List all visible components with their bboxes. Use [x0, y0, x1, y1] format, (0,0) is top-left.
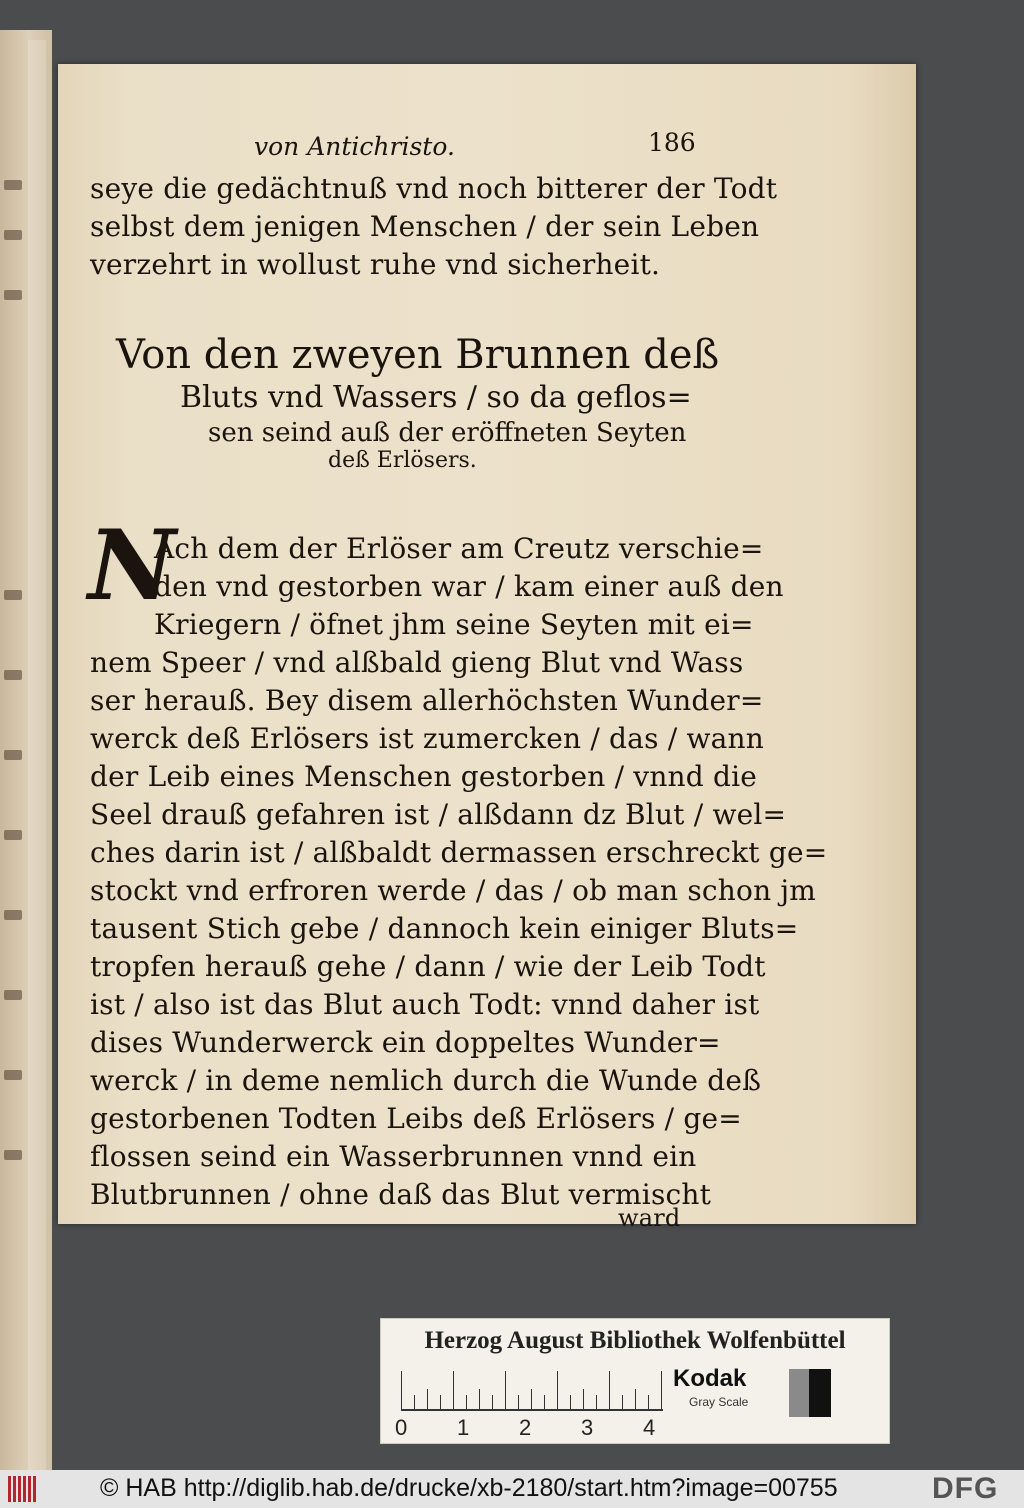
ruler-label: 4 — [643, 1415, 656, 1440]
black-swatch — [809, 1369, 831, 1417]
ruler-tick — [427, 1389, 428, 1409]
ruler-tick — [596, 1395, 597, 1409]
ruler-tick — [479, 1389, 480, 1409]
text-line: nem Speer / vnd alßbald gieng Blut vnd Wass — [90, 646, 744, 679]
prev-page-glyph — [4, 1150, 22, 1160]
ruler-tick — [453, 1371, 454, 1409]
text-line: Ach dem der Erlöser am Creutz verschie= — [154, 532, 764, 565]
prev-page-glyph — [4, 910, 22, 920]
text-line: gestorbenen Todten Leibs deß Erlösers / ge= — [90, 1102, 742, 1135]
prev-page-glyph — [4, 1070, 22, 1080]
text-line: tausent Stich gebe / dannoch kein einiger Bluts= — [90, 912, 799, 945]
color-calibration-card — [380, 1318, 890, 1444]
book-page — [58, 64, 916, 1232]
catchword: ward — [618, 1204, 681, 1232]
footer-bar — [0, 1470, 1024, 1508]
text-line: flossen seind ein Wasserbrunnen vnnd ein — [90, 1140, 697, 1173]
text-line: seye die gedächtnuß vnd noch bitterer der Todt — [90, 172, 778, 205]
ruler-tick — [531, 1389, 532, 1409]
ruler-tick — [401, 1371, 402, 1409]
ruler-tick — [570, 1395, 571, 1409]
running-head: von Antichristo. — [254, 132, 455, 161]
ruler-tick — [505, 1371, 506, 1409]
ruler-tick — [635, 1389, 636, 1409]
copyright-link[interactable]: © HAB http://diglib.hab.de/drucke/xb-2180/start.htm?image=00755 — [100, 1474, 838, 1502]
kodak-brand: Kodak — [673, 1365, 747, 1392]
page-number: 186 — [648, 128, 696, 157]
drop-cap-initial: N — [88, 509, 176, 622]
ruler-label: 0 — [395, 1415, 408, 1440]
text-line: selbst dem jenigen Menschen / der sein Leben — [90, 210, 760, 243]
text-line: der Leib eines Menschen gestorben / vnnd die — [90, 760, 758, 793]
text-line: Seel drauß gefahren ist / alßdann dz Blut / wel= — [90, 798, 787, 831]
text-line: verzehrt in wollust ruhe vnd sicherheit. — [90, 248, 661, 281]
ruler-label: 3 — [581, 1415, 594, 1440]
hab-logo-icon — [8, 1476, 42, 1502]
text-line: dises Wunderwerck ein doppeltes Wunder= — [90, 1026, 721, 1059]
dfg-logo: DFG — [932, 1472, 999, 1505]
prev-page-glyph — [4, 750, 22, 760]
prev-page-glyph — [4, 290, 22, 300]
ruler-tick — [518, 1395, 519, 1409]
text-line: ser herauß. Bey disem allerhöchsten Wunder= — [90, 684, 764, 717]
ruler-label: 1 — [457, 1415, 470, 1440]
ruler-tick — [414, 1395, 415, 1409]
prev-page-glyph — [4, 230, 22, 240]
scale-ruler — [401, 1371, 663, 1411]
ruler-tick — [661, 1371, 662, 1409]
text-line: Blutbrunnen / ohne daß das Blut vermischt — [90, 1178, 712, 1211]
ruler-tick — [622, 1395, 623, 1409]
ruler-tick — [492, 1395, 493, 1409]
ruler-tick — [466, 1395, 467, 1409]
text-line: Kriegern / öfnet jhm seine Seyten mit ei= — [154, 608, 754, 641]
text-line: tropfen herauß gehe / dann / wie der Leib Todt — [90, 950, 766, 983]
text-line: den vnd gestorben war / kam einer auß den — [154, 570, 784, 603]
gray-scale-label: Gray Scale — [689, 1395, 749, 1409]
text-line: stockt vnd erfroren werde / das / ob man schon jm — [90, 874, 817, 907]
ruler-label: 2 — [519, 1415, 532, 1440]
prev-page-glyph — [4, 670, 22, 680]
ruler-tick — [648, 1395, 649, 1409]
text-line: ches darin ist / alßbaldt dermassen erschreckt ge= — [90, 836, 828, 869]
ruler-tick — [609, 1371, 610, 1409]
card-title: Herzog August Bibliothek Wolfenbüttel — [424, 1327, 846, 1354]
prev-page-glyph — [4, 830, 22, 840]
chapter-heading: Von den zweyen Brunnen deß — [116, 332, 720, 378]
prev-page-glyph — [4, 180, 22, 190]
gray-swatch — [789, 1369, 809, 1417]
ruler-tick — [557, 1371, 558, 1409]
text-line: ist / also ist das Blut auch Todt: vnnd daher ist — [90, 988, 760, 1021]
ruler-tick — [440, 1395, 441, 1409]
chapter-heading-line: deß Erlösers. — [328, 448, 477, 473]
chapter-heading-line: Bluts vnd Wassers / so da geflos= — [180, 380, 692, 415]
prev-page-glyph — [4, 990, 22, 1000]
prev-page-glyph — [4, 590, 22, 600]
plastic-sleeve — [28, 40, 46, 1470]
text-line: werck / in deme nemlich durch die Wunde deß — [90, 1064, 762, 1097]
text-line: werck deß Erlösers ist zumercken / das / wann — [90, 722, 764, 755]
ruler-tick — [544, 1395, 545, 1409]
chapter-heading-line: sen seind auß der eröffneten Seyten — [208, 418, 687, 448]
ruler-tick — [583, 1389, 584, 1409]
